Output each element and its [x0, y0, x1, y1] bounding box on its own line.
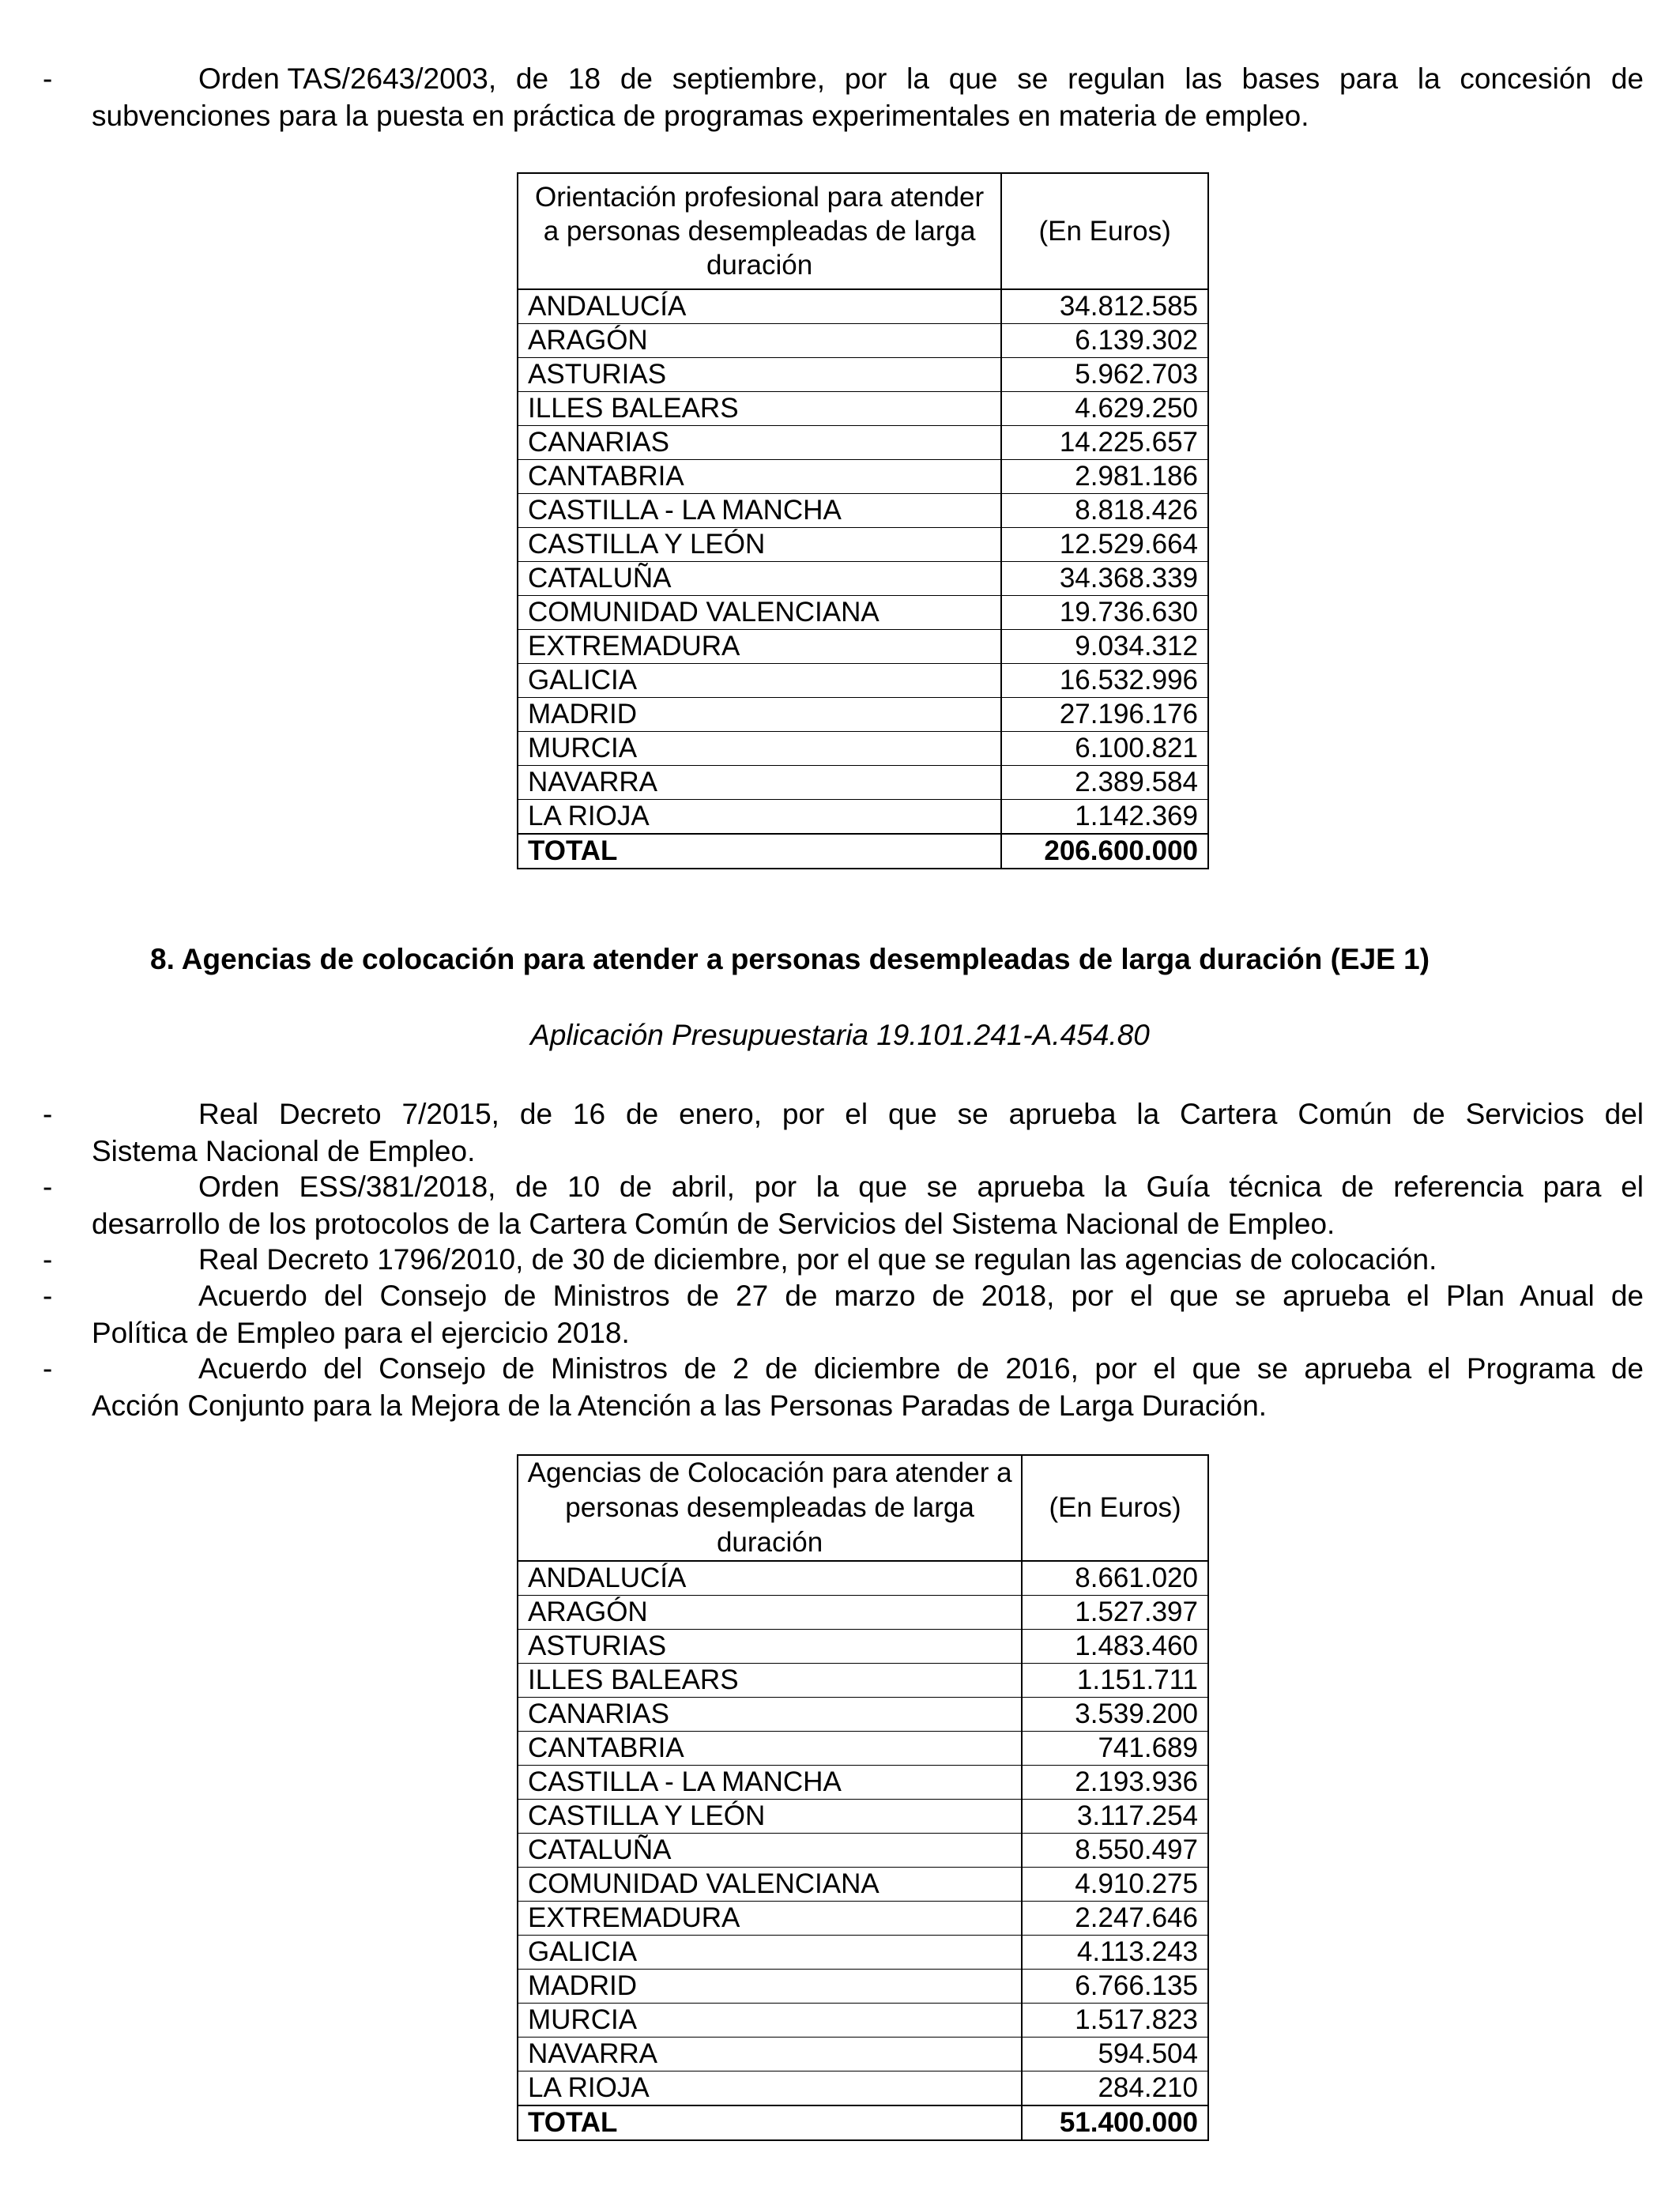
legal-item-line1 — [92, 1095, 1644, 1133]
legal-item-lead: Orden — [198, 1171, 280, 1203]
amount-cell: 1.483.460 — [1022, 1630, 1208, 1664]
region-cell: CASTILLA - LA MANCHA — [518, 494, 1001, 528]
table-row — [518, 732, 1208, 766]
table-row — [518, 392, 1208, 426]
legal-item-line2: subvenciones para la puesta en práctica de programas experimentales en materia de empleo. — [92, 100, 1309, 132]
budget-table-agencias — [517, 1454, 1209, 2141]
amount-cell: 1.142.369 — [1001, 800, 1208, 835]
table-row — [518, 1630, 1208, 1664]
region-cell: ARAGÓN — [518, 324, 1001, 358]
region-cell: COMUNIDAD VALENCIANA — [518, 596, 1001, 630]
region-cell: CANTABRIA — [518, 460, 1001, 494]
table-row — [518, 664, 1208, 698]
region-cell: ARAGÓN — [518, 1596, 1022, 1630]
legal-item-text: Decreto 1796/2010, de 30 de diciembre, por el que se regulan las agencias de colocación. — [266, 1243, 1437, 1276]
region-cell: ASTURIAS — [518, 358, 1001, 392]
table-total-row — [518, 834, 1208, 869]
table-row — [518, 630, 1208, 664]
legal-item-line1 — [92, 1277, 1644, 1314]
region-cell: CASTILLA Y LEÓN — [518, 528, 1001, 562]
region-cell: NAVARRA — [518, 2038, 1022, 2071]
amount-cell: 4.113.243 — [1022, 1936, 1208, 1970]
table-total-row — [518, 2105, 1208, 2140]
table-row — [518, 1834, 1208, 1868]
amount-cell: 1.517.823 — [1022, 2004, 1208, 2038]
table-header-concept: Orientación profesional para atender a personas desempleadas de larga duración — [518, 173, 1001, 289]
legal-item-line2: Sistema Nacional de Empleo. — [92, 1135, 476, 1167]
legal-item — [43, 1277, 1644, 1351]
table-row — [518, 1561, 1208, 1596]
table-row — [518, 1766, 1208, 1800]
list-dash: - — [43, 1171, 53, 1203]
legal-item-line2: Acción Conjunto para la Mejora de la Atención a las Personas Paradas de Larga Duración. — [92, 1389, 1268, 1422]
table-row — [518, 1664, 1208, 1698]
region-cell: ILLES BALEARS — [518, 392, 1001, 426]
legal-item-lead: Orden TAS/2643/2003, — [198, 62, 497, 95]
table-row — [518, 1902, 1208, 1936]
table-header-unit: (En Euros) — [1001, 173, 1208, 289]
amount-cell: 3.117.254 — [1022, 1800, 1208, 1834]
legal-item-intro — [43, 60, 1644, 134]
region-cell: CANARIAS — [518, 426, 1001, 460]
amount-cell: 34.368.339 — [1001, 562, 1208, 596]
region-cell: CANTABRIA — [518, 1732, 1022, 1766]
legal-item — [43, 1241, 1644, 1278]
amount-cell: 741.689 — [1022, 1732, 1208, 1766]
amount-cell: 2.981.186 — [1001, 460, 1208, 494]
legal-item-lead: Acuerdo — [198, 1280, 307, 1312]
list-dash: - — [43, 1243, 53, 1276]
list-dash: - — [43, 62, 53, 95]
table-header-unit: (En Euros) — [1022, 1455, 1208, 1561]
amount-cell: 6.139.302 — [1001, 324, 1208, 358]
table-row — [518, 562, 1208, 596]
table-row — [518, 2038, 1208, 2071]
region-cell: COMUNIDAD VALENCIANA — [518, 1868, 1022, 1902]
legal-item-text: del Consejo de Ministros de 27 de marzo de 2018, por el que se aprueba el Plan Anual de — [323, 1280, 1644, 1312]
table-header-row — [518, 1455, 1208, 1561]
amount-cell: 9.034.312 — [1001, 630, 1208, 664]
region-cell: ILLES BALEARS — [518, 1664, 1022, 1698]
amount-cell: 6.100.821 — [1001, 732, 1208, 766]
region-cell: LA RIOJA — [518, 2071, 1022, 2106]
amount-cell: 16.532.996 — [1001, 664, 1208, 698]
region-cell: CANARIAS — [518, 1698, 1022, 1732]
table-row — [518, 1800, 1208, 1834]
region-cell: MURCIA — [518, 732, 1001, 766]
table-header-row — [518, 173, 1208, 289]
list-dash: - — [43, 1098, 53, 1130]
table-row — [518, 358, 1208, 392]
amount-cell: 594.504 — [1022, 2038, 1208, 2071]
list-dash: - — [43, 1352, 53, 1385]
amount-cell: 8.550.497 — [1022, 1834, 1208, 1868]
total-label: TOTAL — [518, 834, 1001, 869]
total-amount: 206.600.000 — [1001, 834, 1208, 869]
region-cell: EXTREMADURA — [518, 1902, 1022, 1936]
legal-item-line1 — [92, 1350, 1644, 1387]
table-row — [518, 2071, 1208, 2106]
region-cell: CASTILLA Y LEÓN — [518, 1800, 1022, 1834]
table-header-concept: Agencias de Colocación para atender a personas desempleadas de larga duración — [518, 1455, 1022, 1561]
amount-cell: 19.736.630 — [1001, 596, 1208, 630]
section-heading: 8. Agencias de colocación para atender a personas desempleadas de larga duración (EJE 1) — [150, 943, 1430, 975]
table-row — [518, 766, 1208, 800]
legal-item-line2: desarrollo de los protocolos de la Cartera Común de Servicios del Sistema Nacional de Empleo. — [92, 1208, 1335, 1240]
table-row — [518, 324, 1208, 358]
amount-cell: 34.812.585 — [1001, 289, 1208, 324]
amount-cell: 2.247.646 — [1022, 1902, 1208, 1936]
amount-cell: 2.389.584 — [1001, 766, 1208, 800]
region-cell: ASTURIAS — [518, 1630, 1022, 1664]
total-amount: 51.400.000 — [1022, 2105, 1208, 2140]
legal-item — [43, 1350, 1644, 1424]
table-row — [518, 494, 1208, 528]
total-label: TOTAL — [518, 2105, 1022, 2140]
region-cell: NAVARRA — [518, 766, 1001, 800]
legal-item-lead: Real — [198, 1243, 259, 1276]
region-cell: LA RIOJA — [518, 800, 1001, 835]
legal-item — [43, 1168, 1644, 1242]
table-row — [518, 1732, 1208, 1766]
legal-item-text: de 18 de septiembre, por la que se regulan las bases para la concesión de — [515, 62, 1644, 95]
budget-application-subtitle: Aplicación Presupuestaria 19.101.241-A.454.80 — [530, 1019, 1150, 1051]
table-body — [518, 1561, 1208, 2140]
amount-cell: 4.910.275 — [1022, 1868, 1208, 1902]
region-cell: ANDALUCÍA — [518, 1561, 1022, 1596]
amount-cell: 8.818.426 — [1001, 494, 1208, 528]
legal-item-text: del Consejo de Ministros de 2 de diciembre de 2016, por el que se aprueba el Programa de — [323, 1352, 1644, 1385]
region-cell: MADRID — [518, 1970, 1022, 2004]
table-body — [518, 289, 1208, 869]
amount-cell: 27.196.176 — [1001, 698, 1208, 732]
table-row — [518, 289, 1208, 324]
table-row — [518, 2004, 1208, 2038]
amount-cell: 1.151.711 — [1022, 1664, 1208, 1698]
table-row — [518, 1868, 1208, 1902]
amount-cell: 1.527.397 — [1022, 1596, 1208, 1630]
region-cell: CATALUÑA — [518, 562, 1001, 596]
table-row — [518, 698, 1208, 732]
amount-cell: 6.766.135 — [1022, 1970, 1208, 2004]
region-cell: MADRID — [518, 698, 1001, 732]
legal-item — [43, 1095, 1644, 1170]
legal-item-lead: Acuerdo — [198, 1352, 307, 1385]
table-row — [518, 528, 1208, 562]
table-row — [518, 460, 1208, 494]
legal-item-line1 — [92, 1241, 1644, 1278]
region-cell: EXTREMADURA — [518, 630, 1001, 664]
table-row — [518, 426, 1208, 460]
amount-cell: 5.962.703 — [1001, 358, 1208, 392]
region-cell: GALICIA — [518, 1936, 1022, 1970]
region-cell: ANDALUCÍA — [518, 289, 1001, 324]
amount-cell: 4.629.250 — [1001, 392, 1208, 426]
legal-item-line1 — [92, 1168, 1644, 1205]
table-row — [518, 1936, 1208, 1970]
table-row — [518, 1970, 1208, 2004]
amount-cell: 2.193.936 — [1022, 1766, 1208, 1800]
table-row — [518, 800, 1208, 835]
region-cell: CATALUÑA — [518, 1834, 1022, 1868]
budget-table-orientacion — [517, 172, 1209, 869]
amount-cell: 3.539.200 — [1022, 1698, 1208, 1732]
legal-item-line2: Política de Empleo para el ejercicio 2018. — [92, 1317, 630, 1349]
amount-cell: 284.210 — [1022, 2071, 1208, 2106]
table-row — [518, 596, 1208, 630]
legal-item-line1 — [92, 60, 1644, 97]
legal-item-lead: Real — [198, 1098, 259, 1130]
list-dash: - — [43, 1280, 53, 1312]
legal-item-text: Decreto 7/2015, de 16 de enero, por el que se aprueba la Cartera Común de Servicios del — [279, 1098, 1644, 1130]
amount-cell: 8.661.020 — [1022, 1561, 1208, 1596]
amount-cell: 12.529.664 — [1001, 528, 1208, 562]
region-cell: GALICIA — [518, 664, 1001, 698]
table-row — [518, 1698, 1208, 1732]
region-cell: CASTILLA - LA MANCHA — [518, 1766, 1022, 1800]
amount-cell: 14.225.657 — [1001, 426, 1208, 460]
legal-item-text: ESS/381/2018, de 10 de abril, por la que se aprueba la Guía técnica de referencia para el — [299, 1171, 1644, 1203]
region-cell: MURCIA — [518, 2004, 1022, 2038]
table-row — [518, 1596, 1208, 1630]
